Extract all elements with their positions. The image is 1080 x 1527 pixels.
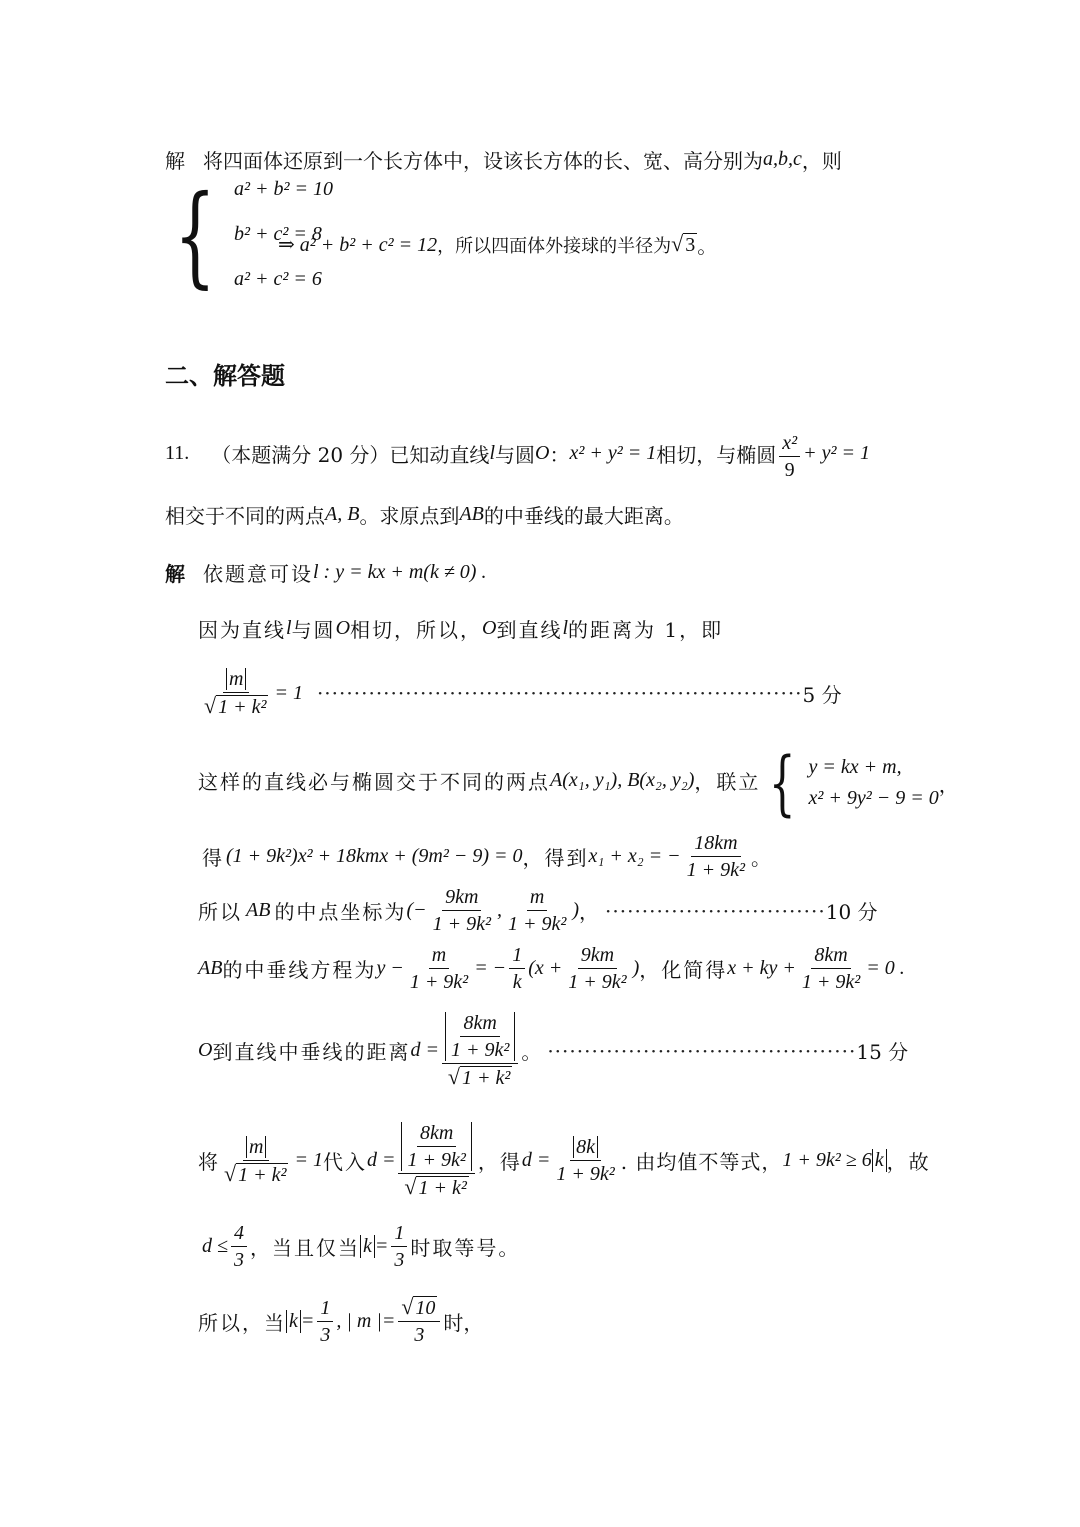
math: (x + xyxy=(528,957,563,979)
equation-system-2 xyxy=(760,742,959,824)
text: ，当且仅当 xyxy=(249,1236,360,1260)
text: 时取等号。 xyxy=(410,1236,521,1260)
denominator: 1 + 9k² xyxy=(686,859,746,881)
solution-step-7 xyxy=(198,1012,908,1089)
score-mark: 5 分 xyxy=(802,682,842,707)
fraction xyxy=(799,944,863,993)
var-l: l xyxy=(286,617,292,639)
denominator: k xyxy=(512,971,522,993)
text: 所以 xyxy=(198,900,242,924)
text: 所以，当 xyxy=(198,1310,286,1335)
fraction xyxy=(509,944,525,993)
segment-AB: AB xyxy=(198,957,223,979)
sum-lhs: x₁ + x₂ = − xyxy=(588,845,681,867)
paren: ) xyxy=(572,899,580,921)
paren: (− xyxy=(406,899,427,921)
math: y − xyxy=(376,957,404,979)
line-equation: l : y = kx + m(k ≠ 0) . xyxy=(313,561,487,583)
text: ，得 xyxy=(477,1150,522,1174)
fraction: m √ 1 + k² xyxy=(224,1135,287,1186)
points-AB: A, B xyxy=(325,503,360,525)
denominator: 3 xyxy=(320,1323,331,1346)
text: ： xyxy=(549,443,570,467)
jie-label: 解 xyxy=(165,149,185,173)
solution-step-10 xyxy=(198,1296,483,1346)
text: 与圆 xyxy=(291,618,336,642)
points: A(x₁, y₁), B(x₂, y₂) xyxy=(550,769,695,791)
math: d ≤ xyxy=(202,1235,228,1257)
numerator: 8km xyxy=(417,1122,456,1147)
solution-step-5 xyxy=(198,886,878,935)
text: . 由均值不等式， xyxy=(620,1150,783,1174)
fraction xyxy=(407,944,471,993)
text: 相切，与椭圆 xyxy=(656,443,777,467)
math: d = xyxy=(410,1039,439,1061)
abs-m: m xyxy=(246,1136,266,1158)
var-O: O xyxy=(335,617,351,639)
abs-k: k xyxy=(872,1149,887,1172)
numerator: 4 xyxy=(231,1222,247,1247)
abs-8k: 8k xyxy=(573,1136,598,1158)
math: d = xyxy=(366,1149,396,1171)
score-mark: 10 分 xyxy=(825,900,878,924)
text: ，得到 xyxy=(522,846,589,870)
text: 这样的直线必与椭圆交于不同的两点 xyxy=(198,770,550,794)
distance-equation xyxy=(198,668,842,718)
solution-step-3 xyxy=(198,766,760,795)
comma: , xyxy=(496,899,502,921)
problem-line-1 xyxy=(165,426,870,481)
denominator: 1 + 9k² xyxy=(450,1039,510,1061)
var-O: O xyxy=(482,617,497,639)
denominator: 1 + 9k² xyxy=(407,1149,466,1171)
fraction xyxy=(231,1222,247,1271)
segment-AB: AB xyxy=(246,899,271,921)
math: d = xyxy=(521,1149,551,1171)
solution-line-1 xyxy=(165,145,842,174)
text: ，则 xyxy=(801,149,842,173)
radicand: 1 + k² xyxy=(418,1177,467,1199)
ellipse-rest: + y² = 1 xyxy=(803,442,870,464)
fraction xyxy=(565,944,629,993)
text: 时， xyxy=(443,1310,484,1335)
fraction: √ 10 3 xyxy=(398,1296,440,1346)
var-O: O xyxy=(535,442,550,464)
fraction: m √ 1 + k² xyxy=(204,668,267,718)
inequality: 1 + 9k² ≥ 6 xyxy=(782,1149,872,1171)
var-O: O xyxy=(198,1039,213,1061)
math: , | m |= xyxy=(336,1309,396,1332)
circle-equation: x² + y² = 1 xyxy=(569,442,657,464)
math: = 1 xyxy=(294,1149,323,1171)
jie-label: 解 xyxy=(165,562,185,586)
text: 得 xyxy=(202,846,222,870)
text: 相交于不同的两点 xyxy=(165,504,325,528)
radical-sign: √ xyxy=(671,230,684,256)
equation: y = kx + m, xyxy=(808,756,902,778)
score-mark: 15 分 xyxy=(856,1040,909,1064)
numerator: 1 xyxy=(317,1297,333,1322)
leader-dots: ·································································· xyxy=(316,681,803,705)
fraction: $\frac{8km}{\text{1 + 9k²}}$ √ 1 + k² xyxy=(442,1012,518,1089)
math: = xyxy=(300,1309,315,1332)
equation: b² + c² = 8 xyxy=(234,223,322,245)
text: 到直线中垂线的距离 xyxy=(212,1040,411,1064)
text: 将 xyxy=(198,1150,218,1174)
fraction: $\frac{8km}{\text{1 + 9k²}}$ √ 1 + k² xyxy=(398,1122,474,1199)
sqrt-expression xyxy=(671,230,697,257)
text: ，联立 xyxy=(694,770,761,794)
text: 。 xyxy=(751,846,772,870)
equation: x² + 9y² − 9 = 0 xyxy=(808,787,939,809)
fraction xyxy=(505,886,569,935)
denominator: 1 + 9k² xyxy=(568,971,627,993)
text: 代入 xyxy=(322,1150,367,1174)
fraction xyxy=(317,1297,333,1346)
text: ，故 xyxy=(886,1150,931,1174)
fraction xyxy=(553,1136,617,1185)
solution-step-9 xyxy=(202,1222,520,1271)
text: 的中垂线的最大距离。 xyxy=(483,504,684,528)
var-l: l xyxy=(489,442,495,464)
solution-step-8 xyxy=(198,1122,931,1199)
solution-step-4 xyxy=(202,832,771,881)
text: 将四面体还原到一个长方体中，设该长方体的长、宽、高分别为 xyxy=(203,149,763,173)
leader-dots: ······························ xyxy=(605,898,826,923)
text: ， xyxy=(579,900,600,924)
denominator: 1 + 9k² xyxy=(801,971,861,993)
numerator: 8km xyxy=(811,944,850,969)
solution-step-2 xyxy=(198,614,723,643)
text: 与圆 xyxy=(495,443,535,467)
text: 到直线 xyxy=(496,618,563,642)
radicand: 3 xyxy=(685,233,696,256)
fraction xyxy=(430,886,494,935)
denominator: 3 xyxy=(233,1249,244,1271)
radicand: 1 + k² xyxy=(238,1163,287,1186)
numerator: 9km xyxy=(442,886,481,911)
text: 。 xyxy=(697,234,718,258)
denominator: 1 + 9k² xyxy=(432,913,491,935)
numerator: m xyxy=(527,886,547,911)
math: = 0 . xyxy=(866,957,905,979)
solution-intro xyxy=(165,558,486,587)
numerator: 18km xyxy=(691,832,740,857)
rhs: = 1 xyxy=(274,681,303,704)
math-vars: a,b,c xyxy=(763,148,802,170)
solution-step-6 xyxy=(198,944,905,993)
math: = − xyxy=(474,957,507,979)
text: （本题满分 20 分）已知动直线 xyxy=(211,443,490,467)
section-title: 二、解答题 xyxy=(165,362,285,390)
brace-symbol: { xyxy=(174,170,216,299)
numerator: 1 xyxy=(509,944,525,969)
math: = xyxy=(374,1235,389,1257)
fraction xyxy=(684,832,748,881)
radicand: 1 + k² xyxy=(218,696,267,718)
fraction xyxy=(391,1222,407,1271)
numerator: x² xyxy=(779,432,800,457)
ellipse-fraction xyxy=(779,432,800,481)
numerator: 8km xyxy=(460,1012,499,1037)
numerator: 9km xyxy=(578,944,617,969)
abs-k: k xyxy=(286,1310,301,1333)
denominator: 9 xyxy=(784,459,795,481)
text: 的中垂线方程为 xyxy=(222,958,377,982)
implication: ⇒ a² + b² + c² = 12 xyxy=(278,234,438,256)
radicand: 1 + k² xyxy=(461,1067,511,1089)
quadratic-equation: (1 + 9k²)x² + 18kmx + (9m² − 9) = 0 xyxy=(226,845,523,867)
denominator: 1 + 9k² xyxy=(507,913,567,935)
abs-m: m xyxy=(226,668,246,690)
text: 。 xyxy=(521,1040,542,1064)
math: x + ky + xyxy=(727,957,796,979)
text: 的距离为 1，即 xyxy=(568,618,724,642)
problem-line-2 xyxy=(165,500,684,529)
denominator: 1 + 9k² xyxy=(409,971,469,993)
text: ，所以四面体外接球的半径为 xyxy=(437,235,672,257)
text: 。求原点到 xyxy=(359,504,460,528)
text: ，化简得 xyxy=(639,958,728,982)
denominator: 3 xyxy=(394,1249,405,1271)
numerator: 1 xyxy=(391,1222,407,1247)
denominator: 1 + 9k² xyxy=(556,1163,615,1185)
text: 的中点坐标为 xyxy=(274,900,407,924)
equation: a² + b² = 10 xyxy=(234,178,333,200)
text: ， xyxy=(938,772,959,797)
text: 依题意可设 xyxy=(203,562,313,586)
text: 相切，所以， xyxy=(350,618,483,642)
math: ) xyxy=(632,957,640,979)
numerator: m xyxy=(429,944,449,969)
radicand: 10 xyxy=(415,1297,436,1319)
text: 因为直线 xyxy=(198,618,286,642)
denominator: 3 xyxy=(414,1324,425,1346)
leader-dots: ·········································· xyxy=(547,1038,857,1063)
brace-symbol: { xyxy=(768,742,796,824)
equation: a² + c² = 6 xyxy=(234,268,322,290)
segment-AB: AB xyxy=(459,503,484,525)
abs-k: k xyxy=(360,1235,375,1258)
system-1-conclusion xyxy=(278,230,717,259)
var-l: l xyxy=(562,617,569,639)
problem-number: 11. xyxy=(165,442,190,464)
